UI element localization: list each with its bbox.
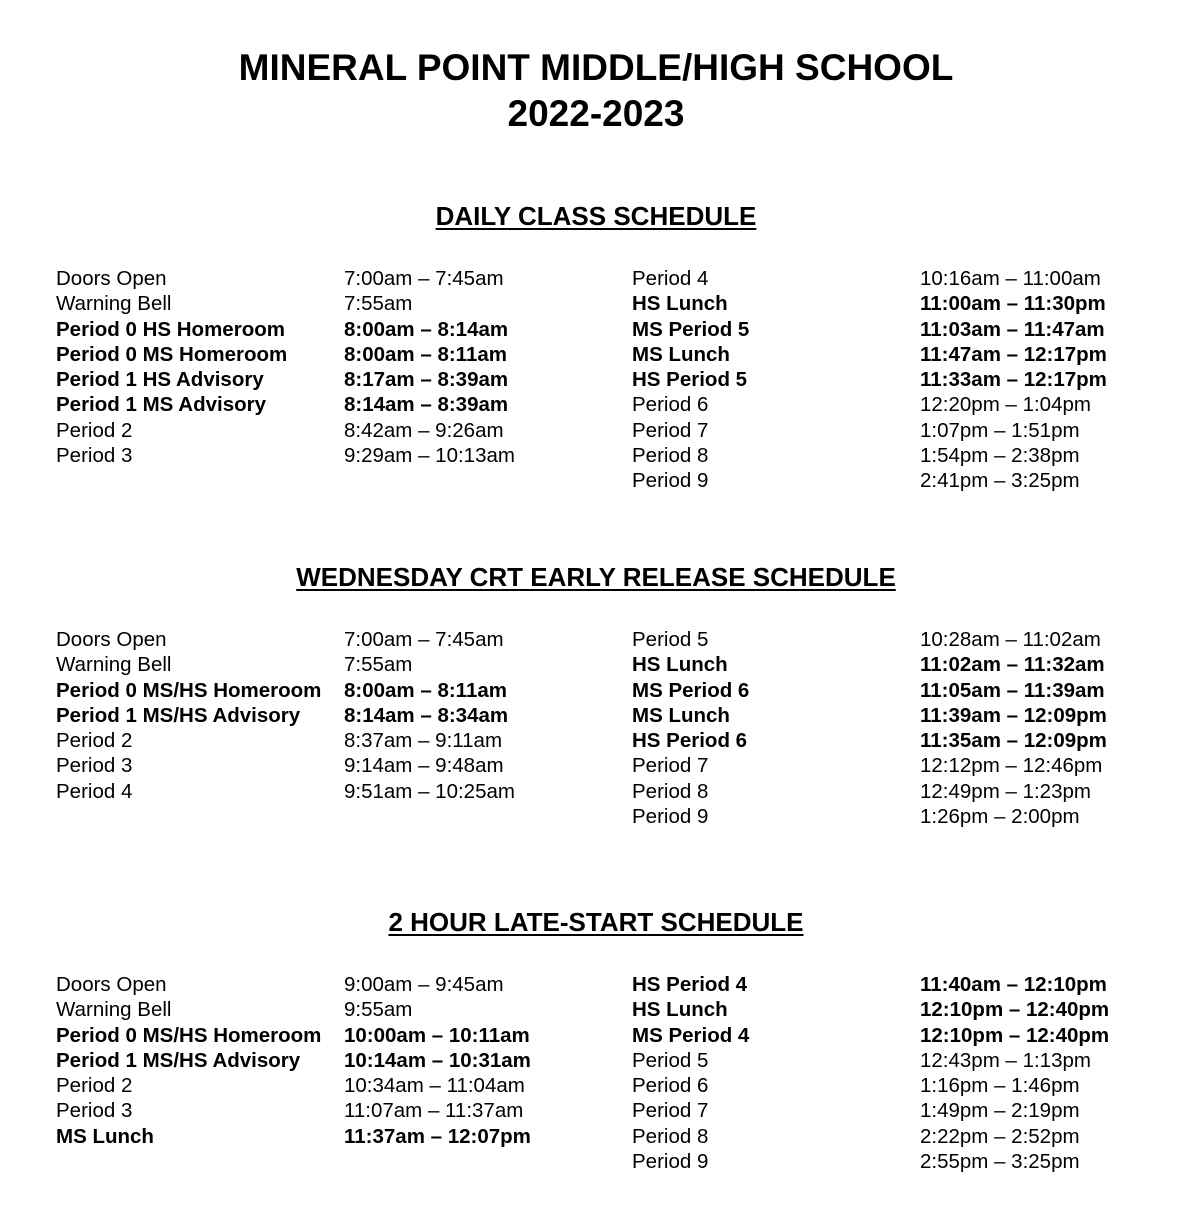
period-label: Warning Bell <box>56 292 172 316</box>
section-heading-early-release: WEDNESDAY CRT EARLY RELEASE SCHEDULE <box>296 562 896 592</box>
period-time: 12:12pm – 12:46pm <box>920 754 1103 778</box>
section-heading-daily: DAILY CLASS SCHEDULE <box>435 201 757 231</box>
period-time: 1:26pm – 2:00pm <box>920 805 1080 829</box>
period-time: 9:14am – 9:48am <box>344 754 504 778</box>
period-time: 11:47am – 12:17pm <box>920 342 1107 366</box>
period-label: Period 2 <box>56 418 133 442</box>
period-label: Period 0 HS Homeroom <box>56 317 285 341</box>
period-label: MS Lunch <box>632 342 730 366</box>
period-time: 12:20pm – 1:04pm <box>920 393 1091 417</box>
period-time: 8:00am – 8:14am <box>344 317 509 341</box>
period-time: 12:43pm – 1:13pm <box>920 1048 1091 1072</box>
period-label: Period 0 MS/HS Homeroom <box>56 1023 322 1047</box>
period-time: 11:05am – 11:39am <box>920 678 1105 702</box>
period-label: HS Lunch <box>632 653 728 677</box>
period-label: Period 8 <box>632 444 709 468</box>
period-time: 7:55am <box>344 292 413 316</box>
period-label: HS Lunch <box>632 998 728 1022</box>
period-time: 11:33am – 12:17pm <box>920 368 1107 392</box>
period-time: 8:42am – 9:26am <box>344 418 504 442</box>
period-label: MS Period 5 <box>632 317 750 341</box>
period-label: Doors Open <box>56 267 167 290</box>
period-label: MS Lunch <box>56 1124 154 1148</box>
period-label: Period 9 <box>632 1150 709 1174</box>
period-label: HS Period 4 <box>632 973 748 996</box>
period-time: 8:14am – 8:39am <box>344 393 509 417</box>
period-label: Period 8 <box>632 1124 709 1148</box>
period-time: 10:14am – 10:31am <box>344 1048 531 1072</box>
period-time: 11:39am – 12:09pm <box>920 703 1107 727</box>
period-time: 9:29am – 10:13am <box>344 444 515 468</box>
period-label: Period 6 <box>632 393 709 417</box>
period-time: 9:55am <box>344 998 413 1022</box>
period-label: HS Period 6 <box>632 729 748 753</box>
period-label: Period 1 MS Advisory <box>56 393 266 417</box>
period-label: Period 1 MS/HS Advisory <box>56 703 301 727</box>
period-label: Period 4 <box>56 779 133 803</box>
period-label: HS Lunch <box>632 292 728 316</box>
period-label: MS Period 4 <box>632 1023 750 1047</box>
period-time: 2:55pm – 3:25pm <box>920 1150 1080 1174</box>
period-label: Period 2 <box>56 729 133 753</box>
period-label: MS Period 6 <box>632 678 750 702</box>
period-time: 7:00am – 7:45am <box>344 628 504 651</box>
section-heading-late-start: 2 HOUR LATE-START SCHEDULE <box>388 907 804 937</box>
period-label: Period 3 <box>56 1099 133 1123</box>
period-time: 11:40am – 12:10pm <box>920 973 1107 996</box>
period-label: HS Period 5 <box>632 368 748 392</box>
period-time: 7:55am <box>344 653 413 677</box>
period-time: 9:00am – 9:45am <box>344 973 504 996</box>
period-label: Period 4 <box>632 267 709 290</box>
period-time: 10:34am – 11:04am <box>344 1074 525 1098</box>
period-label: Period 3 <box>56 444 133 468</box>
period-time: 11:03am – 11:47am <box>920 317 1105 341</box>
period-time: 1:54pm – 2:38pm <box>920 444 1080 468</box>
period-label: Period 8 <box>632 779 709 803</box>
period-time: 11:02am – 11:32am <box>920 653 1105 677</box>
period-time: 10:16am – 11:00am <box>920 267 1101 290</box>
period-label: Period 5 <box>632 628 709 651</box>
period-time: 11:00am – 11:30pm <box>920 292 1106 316</box>
period-time: 1:07pm – 1:51pm <box>920 418 1080 442</box>
period-label: Warning Bell <box>56 653 172 677</box>
period-label: Warning Bell <box>56 998 172 1022</box>
period-label: Period 6 <box>632 1074 709 1098</box>
period-time: 8:17am – 8:39am <box>344 368 509 392</box>
document-title: MINERAL POINT MIDDLE/HIGH SCHOOL <box>238 47 954 88</box>
period-time: 2:41pm – 3:25pm <box>920 469 1080 493</box>
period-time: 8:00am – 8:11am <box>344 678 507 702</box>
period-label: Period 0 MS Homeroom <box>56 342 288 366</box>
period-label: Period 1 MS/HS Advisory <box>56 1048 301 1072</box>
period-label: Doors Open <box>56 628 167 651</box>
period-time: 12:49pm – 1:23pm <box>920 779 1091 803</box>
period-time: 10:28am – 11:02am <box>920 628 1101 651</box>
period-label: MS Lunch <box>632 703 730 727</box>
period-label: Doors Open <box>56 973 167 996</box>
period-label: Period 7 <box>632 754 709 778</box>
period-time: 1:49pm – 2:19pm <box>920 1099 1080 1123</box>
period-time: 11:37am – 12:07pm <box>344 1124 531 1148</box>
school-year: 2022-2023 <box>507 93 685 134</box>
period-label: Period 2 <box>56 1074 133 1098</box>
period-label: Period 0 MS/HS Homeroom <box>56 678 322 702</box>
period-time: 8:14am – 8:34am <box>344 703 509 727</box>
period-time: 2:22pm – 2:52pm <box>920 1124 1080 1148</box>
period-label: Period 7 <box>632 418 709 442</box>
period-time: 12:10pm – 12:40pm <box>920 1023 1110 1047</box>
period-time: 11:35am – 12:09pm <box>920 729 1107 753</box>
period-label: Period 3 <box>56 754 133 778</box>
period-time: 1:16pm – 1:46pm <box>920 1074 1080 1098</box>
period-label: Period 5 <box>632 1048 709 1072</box>
period-time: 10:00am – 10:11am <box>344 1023 530 1047</box>
period-time: 8:37am – 9:11am <box>344 729 503 753</box>
period-time: 12:10pm – 12:40pm <box>920 998 1110 1022</box>
period-time: 11:07am – 11:37am <box>344 1099 524 1123</box>
period-time: 9:51am – 10:25am <box>344 779 515 803</box>
period-time: 7:00am – 7:45am <box>344 267 504 290</box>
period-label: Period 7 <box>632 1099 709 1123</box>
period-time: 8:00am – 8:11am <box>344 342 507 366</box>
period-label: Period 9 <box>632 469 709 493</box>
period-label: Period 1 HS Advisory <box>56 368 264 392</box>
period-label: Period 9 <box>632 805 709 829</box>
